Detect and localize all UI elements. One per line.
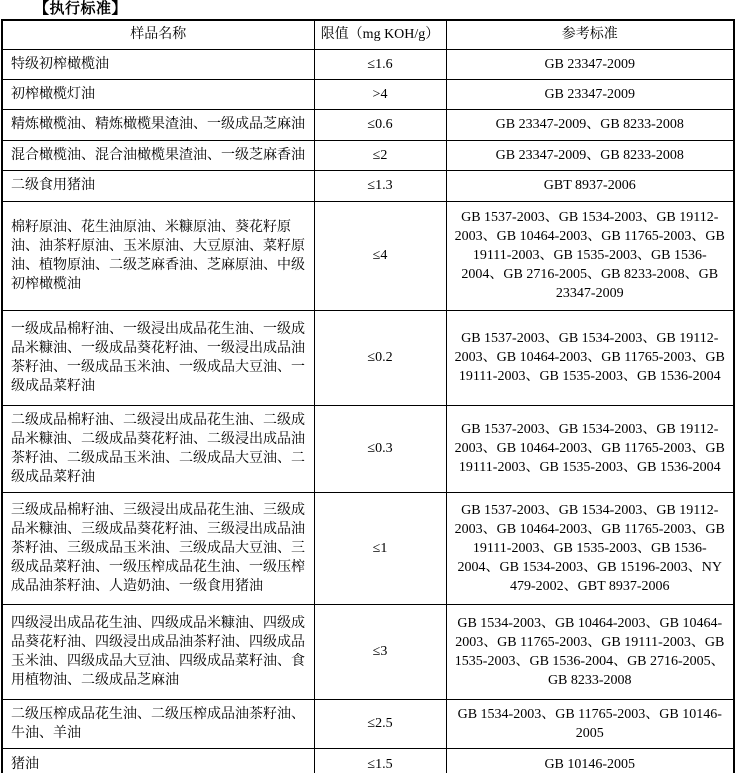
limit-cell: ≤0.6 <box>314 109 446 140</box>
standard-cell: GB 1537-2003、GB 1534-2003、GB 19112-2003、GB 10464-2003、GB 11765-2003、GB 19111-2003、GB 1535-2003、GB 1536-2004、GB 2716-2005、GB 8233-2008、GB 23347-2009 <box>446 201 734 310</box>
table-row <box>2 748 734 773</box>
sample-name-cell: 一级成品棉籽油、一级浸出成品花生油、一级成品米糠油、一级成品葵花籽油、一级浸出成品油茶籽油、一级成品玉米油、一级成品大豆油、一级成品菜籽油 <box>2 310 314 405</box>
sample-name-cell: 混合橄榄油、混合油橄榄果渣油、一级芝麻香油 <box>2 140 314 170</box>
standard-cell: GB 1537-2003、GB 1534-2003、GB 19112-2003、GB 10464-2003、GB 11765-2003、GB 19111-2003、GB 1535-2003、GB 1536-2004、GB 1534-2003、GB 15196-2003、NY 479-2002、GBT 8937-2006 <box>446 492 734 604</box>
standard-cell: GB 1534-2003、GB 10464-2003、GB 10464-2003、GB 11765-2003、GB 19111-2003、GB 1535-2003、GB 1536-2004、GB 2716-2005、GB 8233-2008 <box>446 604 734 699</box>
table-row <box>2 492 734 604</box>
limit-cell: ≤4 <box>314 201 446 310</box>
standard-cell: GBT 8937-2006 <box>446 170 734 201</box>
table-row <box>2 699 734 748</box>
table-row <box>2 140 734 170</box>
section-title: 【执行标准】 <box>34 1 128 17</box>
sample-name-cell: 精炼橄榄油、精炼橄榄果渣油、一级成品芝麻油 <box>2 109 314 140</box>
header-reference-standard: 参考标准 <box>446 20 734 49</box>
standard-cell: GB 23347-2009、GB 8233-2008 <box>446 140 734 170</box>
table-row <box>2 49 734 79</box>
limit-cell: ≤1.5 <box>314 748 446 773</box>
limit-cell: ≤2.5 <box>314 699 446 748</box>
table-row <box>2 201 734 310</box>
table-row <box>2 405 734 492</box>
limit-cell: >4 <box>314 79 446 109</box>
standard-cell: GB 23347-2009 <box>446 79 734 109</box>
table-row <box>2 604 734 699</box>
limit-cell: ≤1.3 <box>314 170 446 201</box>
limit-cell: ≤1.6 <box>314 49 446 79</box>
limit-cell: ≤1 <box>314 492 446 604</box>
standards-table <box>1 19 735 773</box>
sample-name-cell: 四级浸出成品花生油、四级成品米糠油、四级成品葵花籽油、四级浸出成品油茶籽油、四级成品玉米油、四级成品大豆油、四级成品菜籽油、食用植物油、二级成品芝麻油 <box>2 604 314 699</box>
sample-name-cell: 特级初榨橄榄油 <box>2 49 314 79</box>
sample-name-cell: 二级成品棉籽油、二级浸出成品花生油、二级成品米糠油、二级成品葵花籽油、二级浸出成品油茶籽油、二级成品玉米油、二级成品大豆油、二级成品菜籽油 <box>2 405 314 492</box>
table-row <box>2 79 734 109</box>
standard-cell: GB 10146-2005 <box>446 748 734 773</box>
standard-cell: GB 23347-2009 <box>446 49 734 79</box>
sample-name-cell: 棉籽原油、花生油原油、米糠原油、葵花籽原油、油茶籽原油、玉米原油、大豆原油、菜籽原油、植物原油、二级芝麻香油、芝麻原油、中级初榨橄榄油 <box>2 201 314 310</box>
standard-cell: GB 1537-2003、GB 1534-2003、GB 19112-2003、GB 10464-2003、GB 11765-2003、GB 19111-2003、GB 1535-2003、GB 1536-2004 <box>446 310 734 405</box>
sample-name-cell: 二级食用猪油 <box>2 170 314 201</box>
header-sample-name: 样品名称 <box>2 20 314 49</box>
sample-name-cell: 初榨橄榄灯油 <box>2 79 314 109</box>
standard-cell: GB 23347-2009、GB 8233-2008 <box>446 109 734 140</box>
standard-cell: GB 1537-2003、GB 1534-2003、GB 19112-2003、GB 10464-2003、GB 11765-2003、GB 19111-2003、GB 1535-2003、GB 1536-2004 <box>446 405 734 492</box>
header-row <box>2 20 734 49</box>
limit-cell: ≤2 <box>314 140 446 170</box>
table-row <box>2 170 734 201</box>
header-limit-value: 限值（mg KOH/g） <box>314 20 446 49</box>
limit-cell: ≤0.3 <box>314 405 446 492</box>
table-row <box>2 310 734 405</box>
limit-cell: ≤3 <box>314 604 446 699</box>
standard-cell: GB 1534-2003、GB 11765-2003、GB 10146-2005 <box>446 699 734 748</box>
limit-cell: ≤0.2 <box>314 310 446 405</box>
table-row <box>2 109 734 140</box>
sample-name-cell: 猪油 <box>2 748 314 773</box>
sample-name-cell: 三级成品棉籽油、三级浸出成品花生油、三级成品米糠油、三级成品葵花籽油、三级浸出成品油茶籽油、三级成品玉米油、三级成品大豆油、三级成品菜籽油、一级压榨成品花生油、一级压榨成品油茶籽油、人造奶油、一级食用猪油 <box>2 492 314 604</box>
sample-name-cell: 二级压榨成品花生油、二级压榨成品油茶籽油、牛油、羊油 <box>2 699 314 748</box>
